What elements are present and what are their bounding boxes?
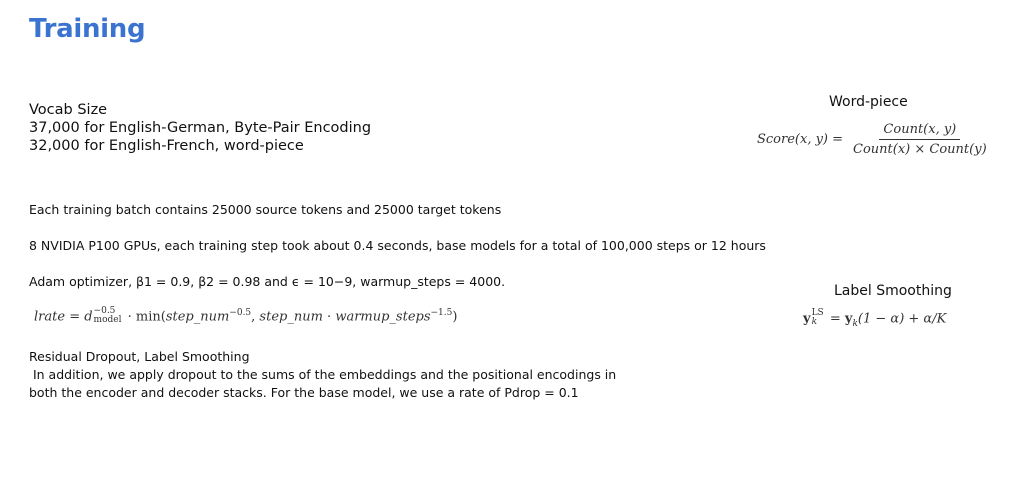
batch-text: Each training batch contains 25000 source tokens and 25000 target tokens [29,202,502,217]
score-numerator: Count(x, y) [879,122,960,140]
slide-title: Training [29,14,146,44]
lrate-min: min( [135,309,166,325]
lrate-d: d [84,309,93,325]
score-fraction [849,122,991,157]
lrate-arg1-sup: −0.5 [229,308,252,319]
lrate-arg2-sup: −1.5 [430,308,453,319]
ls-y-sub: k [811,317,818,327]
lrate-arg1: step_num [165,309,230,325]
ls-rhs-y: y [844,311,853,327]
gpu-text: 8 NVIDIA P100 GPUs, each training step took about 0.4 seconds, base models for a total of 100,000 steps or 12 hours [29,238,766,253]
label-smoothing-formula: y LS k = $y_k(1 - \alpha) + \alpha/K$ [803,308,947,330]
adam-text: Adam optimizer, β1 = 0.9, β2 = 0.98 and ϵ = 10−9, warmup_steps = 4000. [29,274,506,289]
lrate-arg2a: step_num [259,309,323,325]
ls-rhs-sub: k [852,319,858,330]
ls-y-scripts [812,309,824,327]
lrate-d-scripts [94,307,122,325]
ls-y-sup: LS [811,308,824,318]
residual-line-1: In addition, we apply dropout to the sums of the embeddings and the positional encodings in [29,367,617,382]
lrate-formula: lrate = d −0.5 model · min(step_num$^{-0.5}$, step_num · warmup_steps$^{-1.5}$) [34,306,458,325]
score-denominator: Count(x) × Count(y) [853,142,987,157]
residual-dropout-block [29,348,616,402]
wordpiece-label: Word-piece [829,94,908,110]
wordpiece-score-formula [757,122,991,157]
label-smoothing-label: Label Smoothing [834,283,952,299]
vocab-size-block [29,101,371,155]
vocab-line-english-french: 32,000 for English-French, word-piece [29,138,304,154]
residual-heading: Residual Dropout, Label Smoothing [29,349,250,364]
lrate-lhs: lrate [34,309,66,325]
vocab-line-english-german: 37,000 for English-German, Byte-Pair Encoding [29,120,372,136]
lrate-close: ) [452,309,458,325]
ls-rhs-rest: (1 − α) + α/K [857,311,947,327]
lrate-d-sub: model [93,315,122,325]
lrate-d-sup: −0.5 [93,306,116,316]
lrate-arg2b: warmup_steps [335,309,431,325]
vocab-heading: Vocab Size [29,102,108,118]
score-lhs: Score(x, y) = [757,132,844,147]
ls-y: y [803,311,811,327]
residual-line-2: both the encoder and decoder stacks. For the base model, we use a rate of Pdrop = 0.1 [29,385,579,400]
